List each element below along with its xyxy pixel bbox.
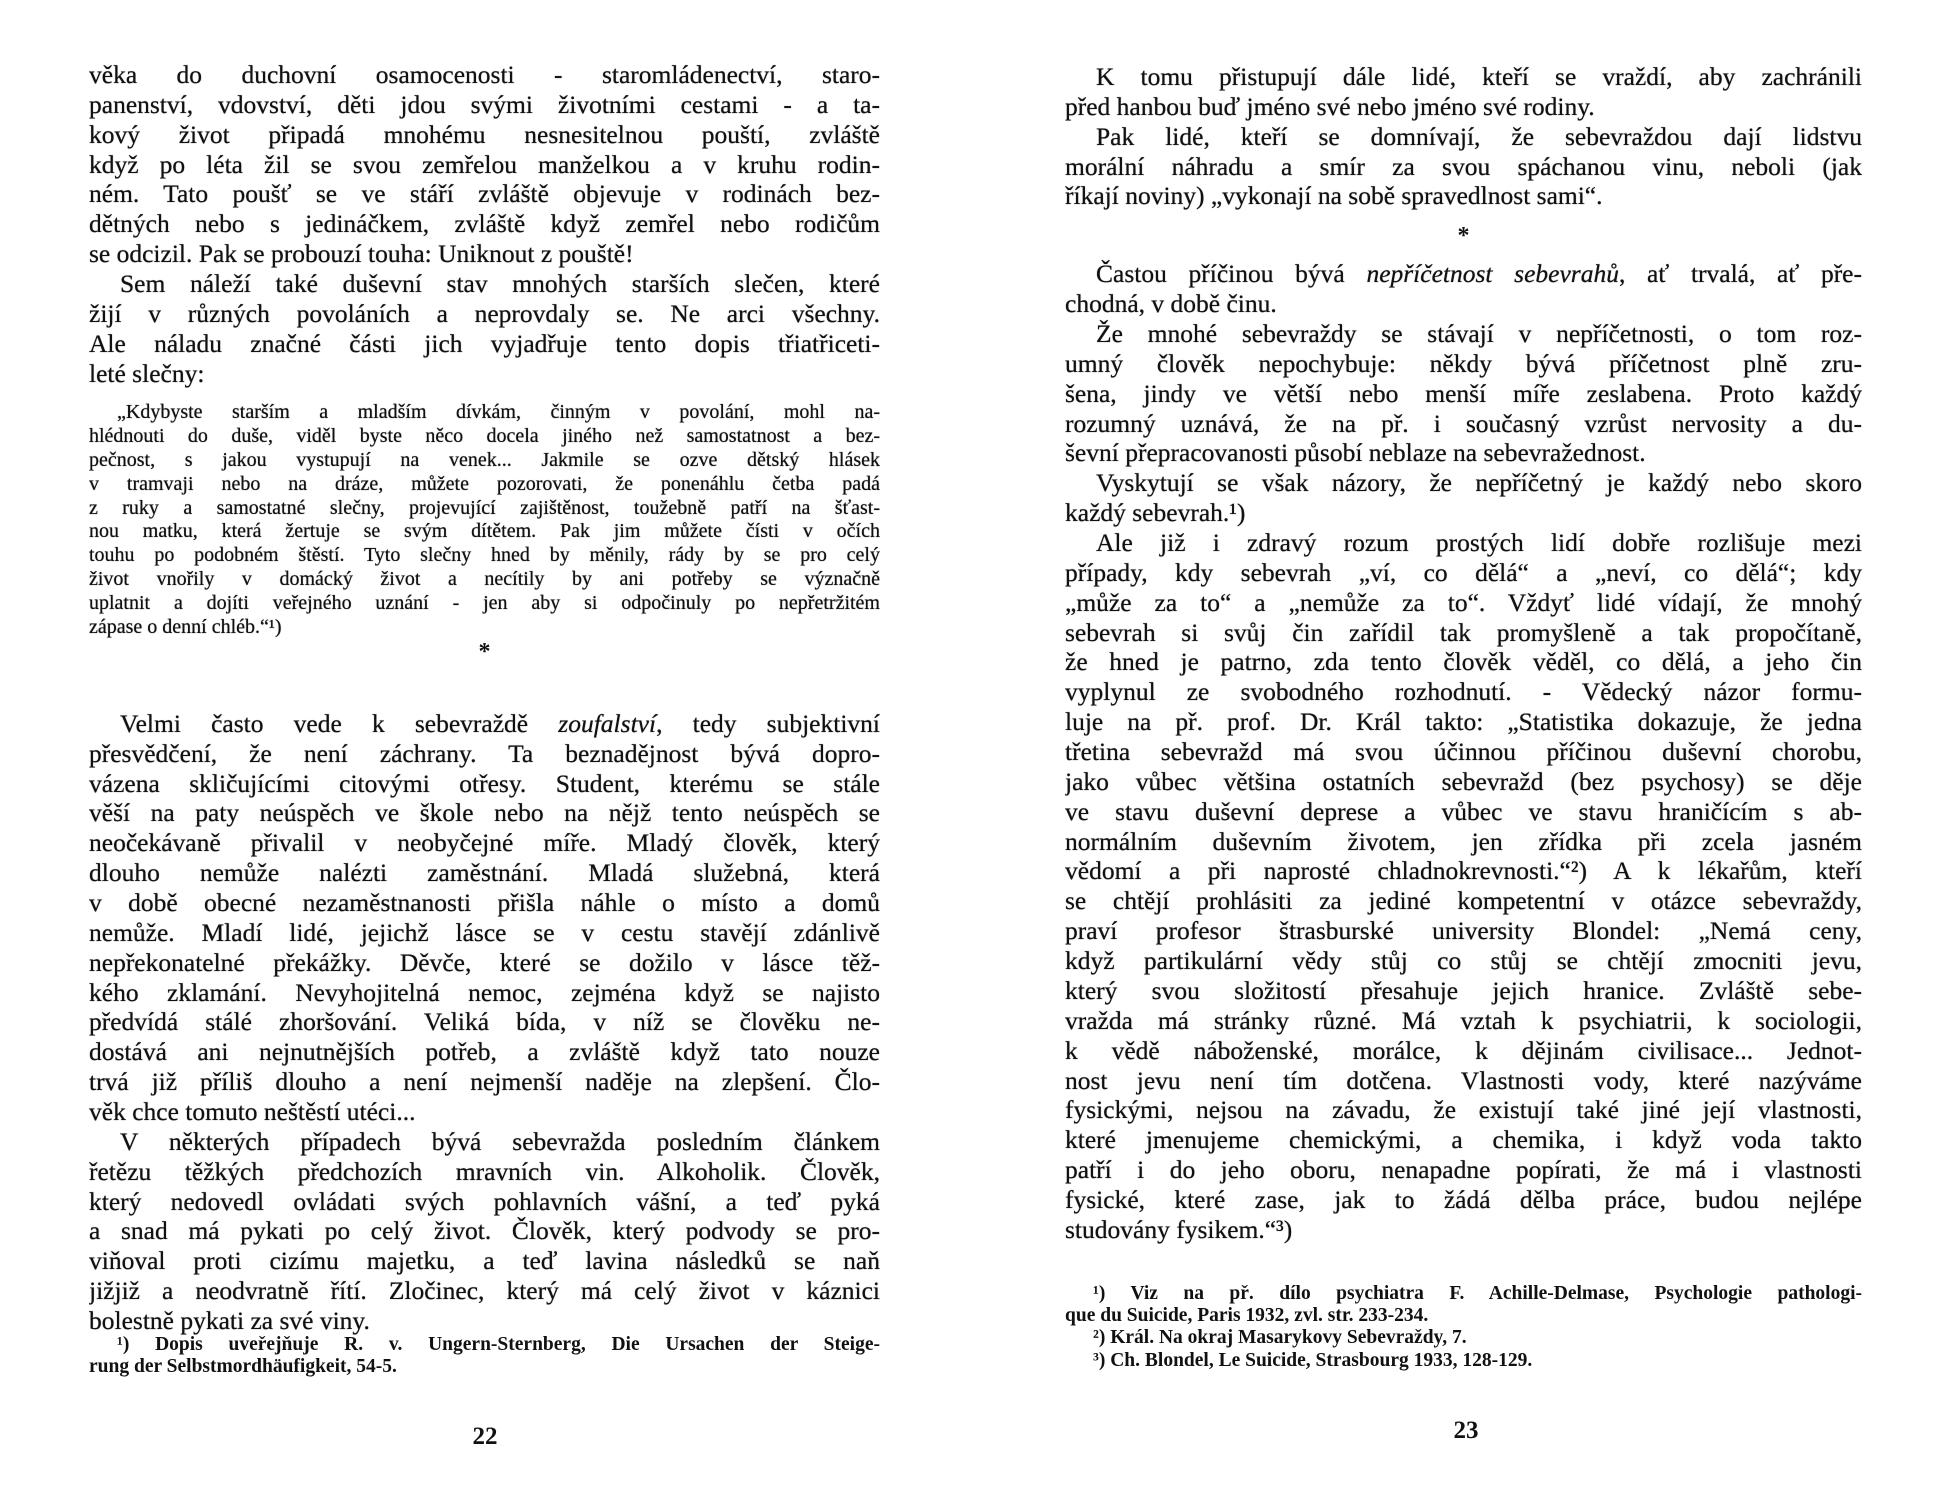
text-line: přesvědčení, že není záchrany. Ta beznadějnost bývá dopro- — [89, 738, 880, 768]
text-line: k vědě náboženské, morálce, k dějinám civilisace... Jednot- — [1065, 1035, 1862, 1065]
text-line: se odcizil. Pak se probouzí touha: Uniknout z pouště! — [89, 239, 634, 269]
text-segment: Velmi často vede k sebevraždě — [120, 708, 559, 738]
text-line: věší na paty neúspěch ve škole nebo na nějž tento neúspěch se — [89, 798, 880, 828]
text-line: kého zklamání. Nevyhojitelná nemoc, zejména když se najisto — [89, 977, 880, 1007]
text-line: fysické, které zase, jak to žádá dělba práce, budou nejlépe — [1065, 1184, 1862, 1214]
left-page-footnotes — [89, 1334, 880, 1378]
paragraph — [89, 60, 880, 269]
text-line: kový život připadá mnohému nesnesitelnou pouští, zvláště — [89, 119, 880, 149]
text-line: bolestně pykati za své viny. — [89, 1306, 370, 1336]
text-line: dlouho nemůže nalézti zaměstnání. Mladá služebná, která — [89, 858, 880, 888]
text-line — [89, 709, 880, 739]
emphasized-text: nepříčetnost sebevrahů — [1366, 259, 1619, 289]
text-line: když po léta žil se svou zemřelou manželkou a v kruhu rodin- — [89, 149, 880, 179]
text-line: normálním duševním životem, jen zřídka při zcela jasném — [1065, 826, 1862, 856]
paragraph — [89, 1127, 880, 1336]
text-line: umný člověk nepochybuje: někdy bývá příčetnost plně zru- — [1065, 348, 1862, 378]
text-line: que du Suicide, Paris 1932, zvl. str. 233-234. — [1065, 1305, 1429, 1327]
left-page-body — [89, 60, 880, 1336]
text-line: Ale náladu značné části jich vyjadřuje tento dopis třiatřiceti- — [89, 328, 880, 358]
text-line: Pak lidé, kteří se domnívají, že sebevraždou dají lidstvu — [1096, 121, 1862, 151]
text-segment: , tedy subjektivní — [656, 708, 880, 738]
text-line: V některých případech bývá sebevražda posledním článkem — [120, 1126, 880, 1156]
text-line: ném. Tato poušť se ve stáří zvláště objevuje v rodinách bez- — [89, 179, 880, 209]
text-line: chodná, v době činu. — [1065, 289, 1277, 319]
text-line: rung der Selbstmordhäufigkeit, 54-5. — [89, 1356, 397, 1378]
text-line: ¹) Dopis uveřejňuje R. v. Ungern-Sternberg, Die Ursachen der Steige- — [117, 1334, 880, 1355]
text-line: morální náhradu a smír za svou spáchanou vinu, neboli (jak — [1065, 151, 1862, 181]
text-line: ¹) Viz na př. dílo psychiatra F. Achille-Delmase, Psychologie pathologi- — [1093, 1283, 1862, 1304]
text-line: ³) Ch. Blondel, Le Suicide, Strasbourg 1933, 128-129. — [1093, 1349, 1533, 1371]
text-segment: , ať trvalá, ať pře- — [1618, 259, 1862, 289]
text-line: případy, kdy sebevrah „ví, co dělá“ a „neví, co dělá“; kdy — [1065, 557, 1862, 587]
paragraph — [1065, 259, 1862, 319]
text-line: dostává ani nejnutnějších potřeb, a zvláště když tato nouze — [89, 1037, 880, 1067]
text-line: že hned je patrno, zda tento člověk věděl, co dělá, a jeho čin — [1065, 647, 1862, 677]
text-line: nost jevu není tím dotčena. Vlastnosti vody, které nazýváme — [1065, 1065, 1862, 1095]
text-line: panenství, vdovství, děti jdou svými životními cestami - a ta- — [89, 89, 880, 119]
text-line: „Kdybyste starším a mladším dívkám, činným v povolání, mohl na- — [117, 400, 880, 423]
text-line: žijí v různých povoláních a neprovdaly se. Ne arci všechny. — [89, 298, 880, 328]
text-line: věka do duchovní osamocenosti - staromládenectví, staro- — [89, 60, 880, 89]
section-separator: * — [478, 638, 491, 665]
paragraph — [1065, 62, 1862, 122]
paragraph — [1065, 319, 1862, 468]
text-line: pečnost, s jakou vystupují na venek... Jakmile se ozve dětský hlásek — [89, 448, 880, 471]
text-line: touhu po podobném štěstí. Tyto slečny hned by měnily, rády by se pro celý — [89, 544, 880, 567]
text-line: šena, jindy ve větší nebo menší míře zeslabena. Proto každý — [1065, 378, 1862, 408]
footnote — [1065, 1327, 1862, 1349]
text-line: fysickými, nejsou na závadu, že existují také jiné její vlastnosti, — [1065, 1095, 1862, 1125]
text-line: třetina sebevražd má svou účinnou příčinou duševní chorobu, — [1065, 737, 1862, 767]
text-line: leté slečny: — [89, 358, 205, 388]
text-line: v době obecné nezaměstnanosti přišla náhle o místo a domů — [89, 888, 880, 918]
text-line: život vnořily v domácký život a necítily by ani potřeby se význačně — [89, 568, 880, 591]
text-line: vražda má stránky různé. Má vztah k psychiatrii, k sociologii, — [1065, 1005, 1862, 1035]
text-line: ²) Král. Na okraj Masarykovy Sebevraždy, 7. — [1093, 1327, 1467, 1349]
text-line: z ruky a samostatné slečny, projevující zajištěnost, toužebně patří na šťast- — [89, 496, 880, 519]
text-line: se chtějí prohlásiti za jediné kompetentní v otázce sebevraždy, — [1065, 886, 1862, 916]
text-line: věk chce tomuto neštěstí utéci... — [89, 1097, 416, 1127]
text-line: Že mnohé sebevraždy se stávají v nepříčetnosti, o tom roz- — [1096, 319, 1862, 349]
text-line: neočekávaně přivalil v neobyčejné míře. Mladý člověk, který — [89, 828, 880, 858]
text-line: říkají noviny) „vykonají na sobě spravedlnost sami“. — [1065, 181, 1603, 211]
text-line: Sem náleží také duševní stav mnohých starších slečen, které — [120, 269, 880, 299]
text-line: praví profesor štrasburské university Blondel: „Nemá ceny, — [1065, 916, 1862, 946]
text-line: nemůže. Mladí lidé, jejichž lásce se v cestu stavějí zdánlivě — [89, 917, 880, 947]
text-line: rozumný uznává, že na př. i současný vzrůst nervosity a du- — [1065, 408, 1862, 438]
text-line: uplatnit a dojíti veřejného uznání - jen aby si odpočinuly po nepřetržitém — [89, 592, 880, 615]
text-line: vázena skličujícími citovými otřesy. Student, kterému se stále — [89, 768, 880, 798]
right-page-body — [1065, 62, 1862, 1245]
text-line: ševní přepracovanosti působí neblaze na sebevražednost. — [1065, 438, 1646, 468]
page-number-left: 22 — [472, 1423, 498, 1450]
text-line: který nedovedl ovládati svých pohlavních vášní, a teď pyká — [89, 1186, 880, 1216]
paragraph — [1065, 122, 1862, 212]
text-line: patří i do jeho oboru, nenapadne popírati, že má i vlastnosti — [1065, 1155, 1862, 1185]
footnote — [1065, 1283, 1862, 1327]
paragraph — [89, 269, 880, 388]
text-line: Ale již i zdravý rozum prostých lidí dobře rozlišuje mezi — [1096, 528, 1862, 558]
text-line: luje na př. prof. Dr. Král takto: „Statistika dokazuje, že jedna — [1065, 707, 1862, 737]
text-line: dětných nebo s jedináčkem, zvláště když zemřel nebo rodičům — [89, 209, 880, 239]
text-line: hlédnouti do duše, viděl byste něco docela jiného než samostatnost a bez- — [89, 424, 880, 447]
text-line: každý sebevrah.¹) — [1065, 498, 1246, 528]
text-line: vyplynul ze svobodného rozhodnutí. - Vědecký názor formu- — [1065, 677, 1862, 707]
text-segment: Častou příčinou bývá — [1096, 259, 1367, 289]
right-page-footnotes — [1065, 1283, 1862, 1372]
text-line: zápase o denní chléb.“¹) — [89, 615, 282, 638]
text-line: sebevrah si svůj čin zařídil tak promyšleně a tak propočítaně, — [1065, 617, 1862, 647]
text-line: který svou složitostí přesahuje jejich hranice. Zvláště sebe- — [1065, 975, 1862, 1005]
text-line: K tomu přistupují dále lidé, kteří se vraždí, aby zachránili — [1096, 62, 1862, 91]
text-line — [1065, 259, 1862, 289]
text-line: a snad má pykati po celý život. Člověk, který podvody se pro- — [89, 1216, 880, 1246]
text-line: když partikulární vědy stůj co stůj se chtějí zmocniti jevu, — [1065, 946, 1862, 976]
text-line: nou matku, která žertuje se svým dítětem. Pak jim můžete čísti v očích — [89, 520, 880, 543]
text-line: vědomí a při naprosté chladnokrevnosti.“²) A k lékařům, kteří — [1065, 856, 1862, 886]
footnote — [89, 1334, 880, 1378]
section-separator: * — [1457, 223, 1470, 250]
paragraph — [1065, 528, 1862, 1245]
paragraph — [1065, 468, 1862, 528]
emphasized-text: zoufalství — [558, 708, 657, 738]
page-number-right: 23 — [1453, 1417, 1479, 1444]
text-line: ve stavu duševní deprese a vůbec ve stavu hraničícím s ab- — [1065, 796, 1862, 826]
text-line: Vyskytují se však názory, že nepříčetný je každý nebo skoro — [1096, 468, 1862, 498]
text-line: před hanbou buď jméno své nebo jméno své rodiny. — [1065, 91, 1595, 121]
text-line: „může za to“ a „nemůže za to“. Vždyť lidé vídají, že mnohý — [1065, 587, 1862, 617]
text-line: jako vůbec většina ostatních sebevražd (bez psychosy) se děje — [1065, 766, 1862, 796]
text-line: jižjiž a neodvratně řítí. Zločinec, který má celý život v káznici — [89, 1276, 880, 1306]
footnote — [1065, 1350, 1862, 1372]
block-quote — [89, 401, 880, 640]
text-line: viňoval proti cizímu majetku, a teď lavina následků se naň — [89, 1246, 880, 1276]
text-line: řetězu těžkých předchozích mravních vin. Alkoholik. Člověk, — [89, 1156, 880, 1186]
text-line: trvá již příliš dlouho a není nejmenší naděje na zlepšení. Člo- — [89, 1067, 880, 1097]
paragraph — [89, 709, 880, 1127]
text-line: nepřekonatelné překážky. Děvče, které se dožilo v lásce těž- — [89, 947, 880, 977]
text-line: studovány fysikem.“³) — [1065, 1214, 1293, 1244]
text-line: které jmenujeme chemickými, a chemika, i když voda takto — [1065, 1125, 1862, 1155]
text-line: v tramvaji nebo na dráze, můžete pozorovati, že ponenáhlu četba padá — [89, 472, 880, 495]
text-line: předvídá stálé zhoršování. Veliká bída, v níž se člověku ne- — [89, 1007, 880, 1037]
